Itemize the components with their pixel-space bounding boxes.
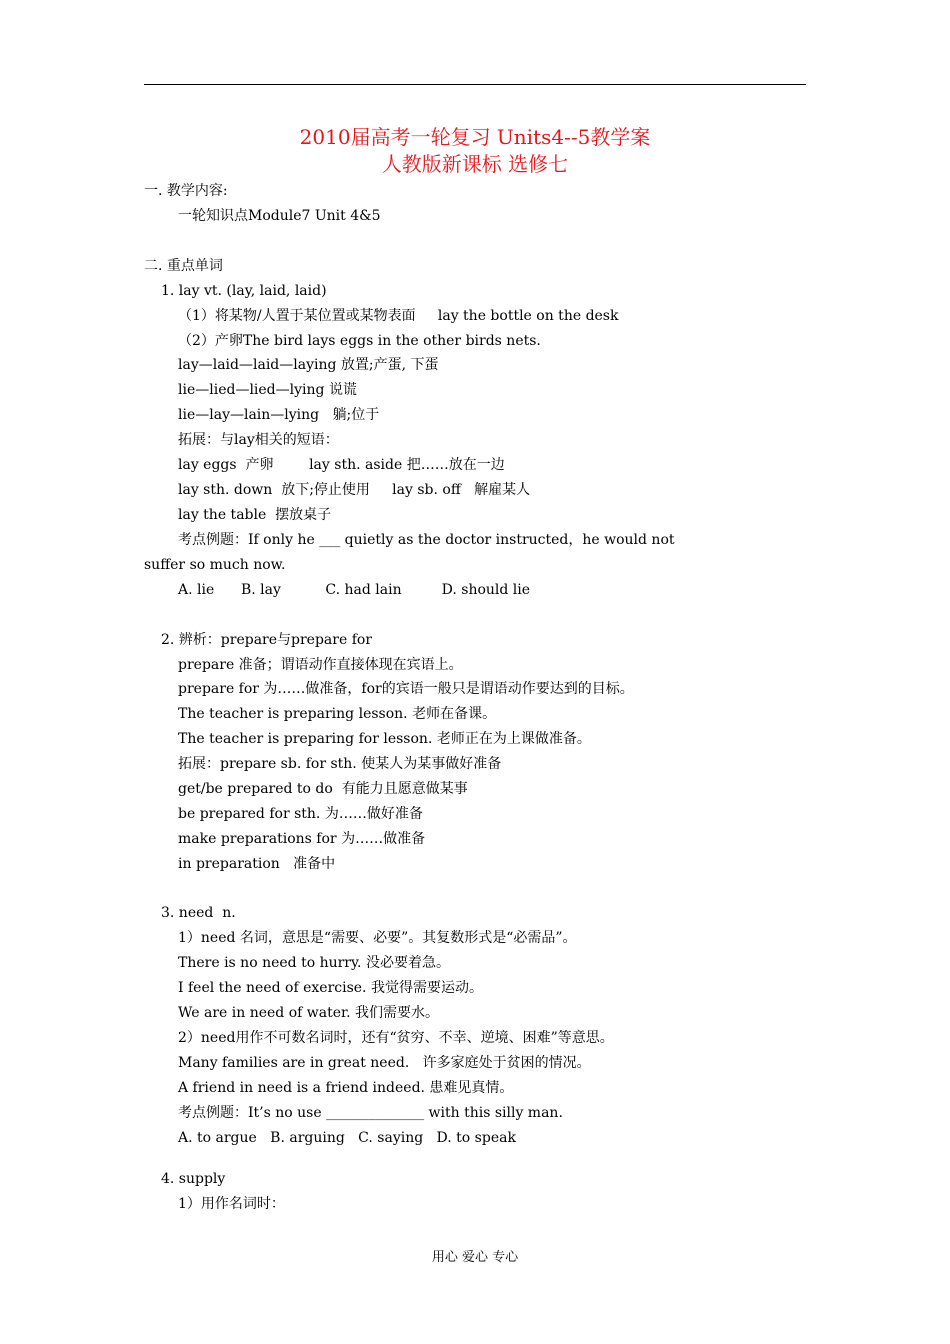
- text-line: Many families are in great need. 许多家庭处于贫困的情况。: [178, 1055, 591, 1071]
- text-line: A. to argue B. arguing C. saying D. to speak: [178, 1130, 516, 1146]
- text-line: prepare 准备；谓语动作直接体现在宾语上。: [178, 657, 463, 673]
- text-line: lay eggs 产卵 lay sth. aside 把……放在一边: [178, 457, 505, 473]
- text-line: lie—lay—lain—lying 躺;位于: [178, 407, 380, 423]
- header-rule: [144, 84, 806, 85]
- text-line: suffer so much now.: [144, 557, 286, 573]
- text-line: 拓展：prepare sb. for sth. 使某人为某事做好准备: [178, 756, 502, 772]
- text-line: 一轮知识点Module7 Unit 4&5: [178, 208, 381, 224]
- text-line: 考点例题：If only he ___ quietly as the doctor instructed，he would not: [178, 532, 675, 548]
- text-line: lay sth. down 放下;停止使用 lay sb. off 解雇某人: [178, 482, 531, 498]
- text-line: （2）产卵The bird lays eggs in the other birds nets.: [178, 333, 541, 349]
- text-line: 考点例题：It’s no use ______________ with this silly man.: [178, 1105, 563, 1121]
- section-heading: 一. 教学内容:: [144, 183, 228, 199]
- text-line: I feel the need of exercise. 我觉得需要运动。: [178, 980, 483, 996]
- text-line: prepare for 为……做准备，for的宾语一般只是谓语动作要达到的目标。: [178, 681, 634, 697]
- text-line: A friend in need is a friend indeed. 患难见真情。: [178, 1080, 514, 1096]
- text-line: get/be prepared to do 有能力且愿意做某事: [178, 781, 468, 797]
- text-line: lay the table 摆放桌子: [178, 507, 332, 523]
- section-heading: 二. 重点单词: [144, 258, 223, 274]
- item-heading: 3. need n.: [161, 905, 236, 921]
- text-line: lay—laid—laid—laying 放置;产蛋, 下蛋: [178, 357, 439, 373]
- text-line: The teacher is preparing lesson. 老师在备课。: [178, 706, 497, 722]
- item-heading: 2. 辨析：prepare与prepare for: [161, 632, 373, 648]
- text-line: lie—lied—lied—lying 说谎: [178, 382, 357, 398]
- text-line: in preparation 准备中: [178, 856, 336, 872]
- item-heading: 4. supply: [161, 1171, 226, 1187]
- text-line: A. lie B. lay C. had lain D. should lie: [178, 582, 531, 598]
- page-footer: 用心 爱心 专心: [431, 1250, 519, 1265]
- text-line: 1）need 名词，意思是“需要、必要”。其复数形式是“必需品”。: [178, 930, 577, 946]
- item-heading: 1. lay vt. (lay, laid, laid): [161, 283, 327, 299]
- text-line: be prepared for sth. 为……做好准备: [178, 806, 423, 822]
- doc-title-line-2: 人教版新课标 选修七: [381, 152, 569, 176]
- text-line: （1）将某物/人置于某位置或某物表面 lay the bottle on the desk: [178, 308, 619, 324]
- text-line: 2）need用作不可数名词时，还有“贫穷、不幸、逆境、困难”等意思。: [178, 1030, 614, 1046]
- text-line: 1）用作名词时：: [178, 1196, 285, 1212]
- text-line: There is no need to hurry. 没必要着急。: [178, 955, 450, 971]
- doc-title-line-1: 2010届高考一轮复习 Units4--5教学案: [299, 125, 651, 149]
- text-line: We are in need of water. 我们需要水。: [178, 1005, 440, 1021]
- text-line: make preparations for 为……做准备: [178, 831, 426, 847]
- text-line: The teacher is preparing for lesson. 老师正在为上课做准备。: [178, 731, 591, 747]
- text-line: 拓展：与lay相关的短语：: [178, 432, 339, 448]
